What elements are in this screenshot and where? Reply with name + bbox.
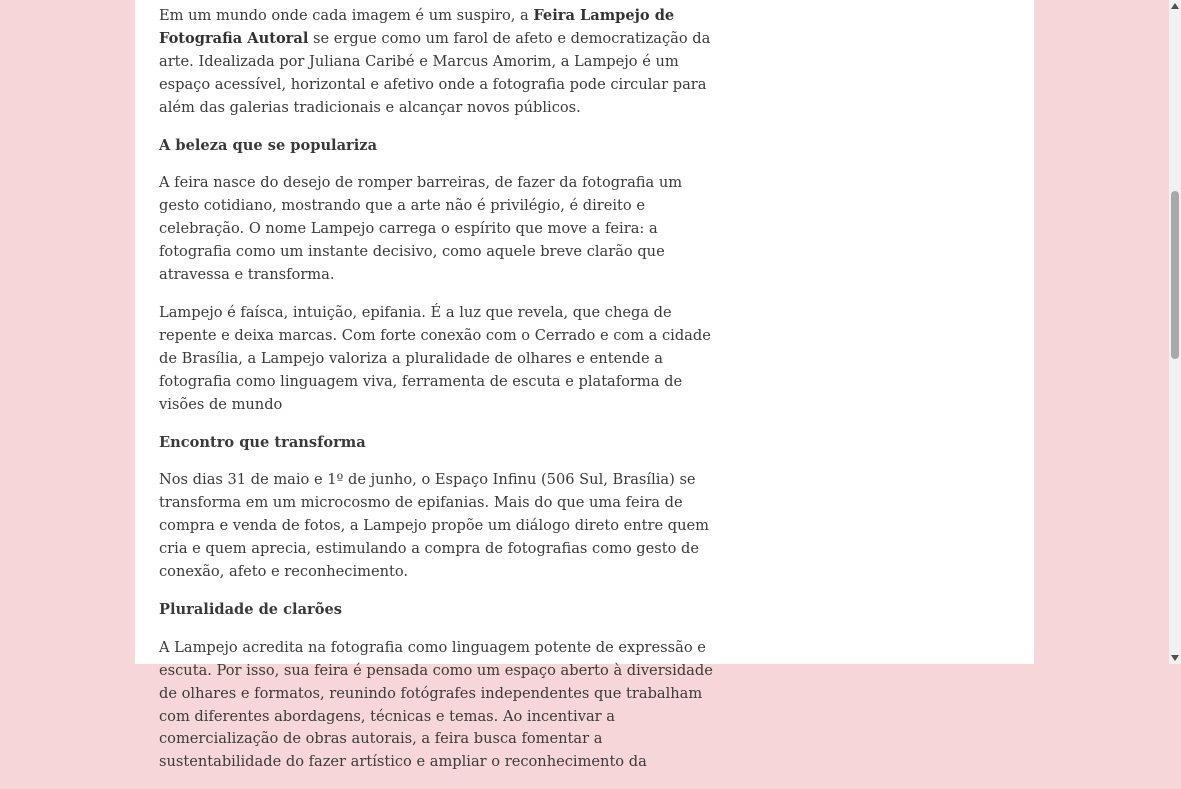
scroll-up-arrow-icon[interactable] (1171, 3, 1179, 9)
intro-event-name: Feira Lampejo de Fotografia Autoral (159, 7, 675, 47)
section-heading-encontro: Encontro que transforma (159, 433, 366, 451)
vertical-scrollbar[interactable] (1169, 0, 1181, 664)
intro-text-before: Em um mundo onde cada imagem é um suspiro, a (159, 7, 534, 24)
section-heading-pluralidade: Pluralidade de clarões (159, 600, 342, 618)
paragraph-beleza-1: A feira nasce do desejo de romper barreiras, de fazer da fotografia um gesto cotidiano, mostrando que a arte não é privilégio, é direito e celebração. O nome Lampejo carrega o espírito que move a feira: a fotografia como um instante decisivo, como aquele breve clarão que atravessa e transforma. (159, 174, 683, 284)
article-content (159, 5, 725, 789)
article-panel (135, 0, 1034, 771)
intro-paragraph (159, 5, 725, 120)
paragraph-encontro-1: Nos dias 31 de maio e 1º de junho, o Espaço Infinu (506 Sul, Brasília) se transforma em um microcosmo de epifanias. Mais do que uma feira de compra e venda de fotos, a Lampejo propõe um diálogo direto entre quem cria e quem aprecia, estimulando a compra de fotografias como gesto de conexão, afeto e reconhecimento. (159, 471, 710, 581)
scrollbar-thumb[interactable] (1171, 191, 1179, 359)
intro-text-after: se ergue como um farol de afeto e democratização da arte. Idealizada por Juliana Caribé e Marcus Amorim, a Lampejo é um espaço acessível, horizontal e afetivo onde a fotografia pode circular para além das galerias tradicionais e alcançar novos públicos. (159, 29, 711, 116)
paragraph-pluralidade-1: A Lampejo acredita na fotografia como linguagem potente de expressão e escuta. Por isso, sua feira é pensada como um espaço aberto à diversidade de olhares e formatos, reunindo fotógrafes independentes que trabalham com diferentes abordagens, técnicas e temas. Ao incentivar a comercialização de obras autorais, a feira busca fomentar a sustentabilidade do fazer artístico e ampliar o reconhecimento da (159, 638, 713, 771)
section-heading-beleza: A beleza que se populariza (159, 136, 378, 154)
scroll-down-arrow-icon[interactable] (1171, 655, 1179, 661)
paragraph-beleza-2: Lampejo é faísca, intuição, epifania. É a luz que revela, que chega de repente e deixa marcas. Com forte conexão com o Cerrado e com a cidade de Brasília, a Lampejo valoriza a pluralidade de olhares e entende a fotografia como linguagem viva, ferramenta de escuta e plataforma de visões de mundo (159, 303, 711, 413)
